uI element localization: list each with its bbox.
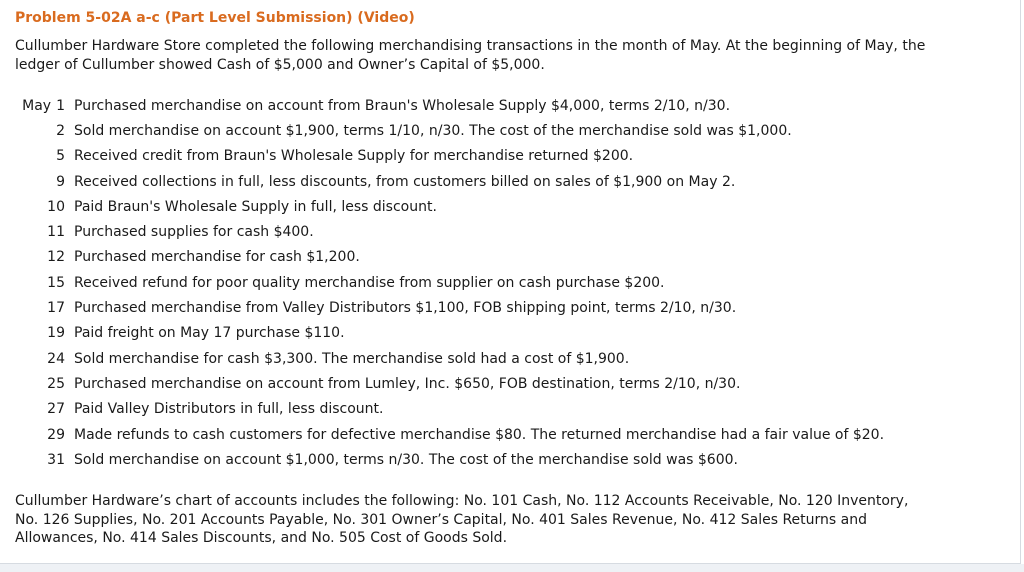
transaction-description: Purchased merchandise on account from Lumley, Inc. $650, FOB destination, terms 2/10, n/30. xyxy=(74,375,741,392)
transaction-description: Purchased supplies for cash $400. xyxy=(74,224,314,241)
transaction-description: Purchased merchandise from Valley Distributors $1,100, FOB shipping point, terms 2/10, n/30. xyxy=(74,300,737,317)
transaction-row xyxy=(15,295,1015,320)
transaction-description: Paid Braun's Wholesale Supply in full, less discount. xyxy=(74,198,437,215)
transaction-description: Paid Valley Distributors in full, less discount. xyxy=(74,401,384,418)
transaction-date xyxy=(15,452,65,468)
transaction-date xyxy=(15,427,65,443)
transaction-row xyxy=(15,245,1015,270)
transaction-row xyxy=(15,321,1015,346)
transaction-day: 9 xyxy=(56,173,65,190)
transaction-date xyxy=(15,123,65,139)
transaction-day: 31 xyxy=(47,451,65,468)
intro-line: ledger of Cullumber showed Cash of $5,000 and Owner’s Capital of $5,000. xyxy=(15,56,545,73)
transaction-day: 24 xyxy=(47,350,65,367)
transaction-date xyxy=(15,351,65,367)
transaction-day: 15 xyxy=(47,274,65,291)
transaction-description: Sold merchandise on account $1,000, terms n/30. The cost of the merchandise sold was $600. xyxy=(74,451,738,468)
transaction-row xyxy=(15,422,1015,447)
transaction-date xyxy=(15,325,65,341)
transaction-day: 19 xyxy=(47,325,65,342)
transaction-day: 29 xyxy=(47,426,65,443)
transaction-date xyxy=(15,148,65,164)
transaction-day: 12 xyxy=(47,249,65,266)
transaction-date xyxy=(15,249,65,265)
problem-intro xyxy=(15,37,1015,74)
transaction-day: 2 xyxy=(56,122,65,139)
transaction-date xyxy=(15,224,65,240)
transaction-date xyxy=(15,174,65,190)
transaction-row xyxy=(15,219,1015,244)
transaction-description: Sold merchandise on account $1,900, terms 1/10, n/30. The cost of the merchandise sold was $1,000. xyxy=(74,122,792,139)
transaction-day: 1 xyxy=(56,97,65,114)
transaction-date xyxy=(15,401,65,417)
transaction-day: 27 xyxy=(47,401,65,418)
transaction-day: 10 xyxy=(47,198,65,215)
problem-title: Problem 5-02A a-c (Part Level Submission) (Video) xyxy=(15,10,415,26)
transaction-description: Purchased merchandise on account from Braun's Wholesale Supply $4,000, terms 2/10, n/30. xyxy=(74,97,731,114)
transaction-date xyxy=(15,300,65,316)
accounts-line: No. 126 Supplies, No. 201 Accounts Payable, No. 301 Owner’s Capital, No. 401 Sales Revenue, No. 412 Sales Returns and xyxy=(15,511,867,528)
transaction-list xyxy=(15,93,1015,472)
transaction-day: 5 xyxy=(56,148,65,165)
transaction-row xyxy=(15,118,1015,143)
transaction-day: 17 xyxy=(47,300,65,317)
transaction-date xyxy=(15,275,65,291)
transaction-description: Received refund for poor quality merchandise from supplier on cash purchase $200. xyxy=(74,274,665,291)
transaction-row xyxy=(15,194,1015,219)
transaction-day: 11 xyxy=(47,224,65,241)
transaction-row xyxy=(15,169,1015,194)
transaction-description: Sold merchandise for cash $3,300. The merchandise sold had a cost of $1,900. xyxy=(74,350,630,367)
transaction-description: Received collections in full, less discounts, from customers billed on sales of $1,900 on May 2. xyxy=(74,173,736,190)
transaction-row xyxy=(15,371,1015,396)
transaction-date xyxy=(15,376,65,392)
transaction-description: Made refunds to cash customers for defective merchandise $80. The returned merchandise had a fair value of $20. xyxy=(74,426,885,443)
transaction-month: May xyxy=(22,97,52,114)
transaction-row xyxy=(15,144,1015,169)
transaction-day: 25 xyxy=(47,375,65,392)
transaction-row xyxy=(15,270,1015,295)
transaction-row xyxy=(15,93,1015,118)
accounts-line: Cullumber Hardware’s chart of accounts includes the following: No. 101 Cash, No. 112 Accounts Receivable, No. 120 Inventory, xyxy=(15,493,909,509)
transaction-date xyxy=(15,98,65,114)
chart-of-accounts xyxy=(15,492,1015,548)
bottom-band xyxy=(0,564,1024,572)
intro-line: Cullumber Hardware Store completed the following merchandising transactions in the month of May. At the beginning of May, the xyxy=(15,38,926,54)
transaction-description: Received credit from Braun's Wholesale Supply for merchandise returned $200. xyxy=(74,148,634,165)
accounts-line: Allowances, No. 414 Sales Discounts, and No. 505 Cost of Goods Sold. xyxy=(15,530,508,546)
transaction-row xyxy=(15,346,1015,371)
transaction-row xyxy=(15,397,1015,422)
transaction-row xyxy=(15,447,1015,472)
transaction-description: Purchased merchandise for cash $1,200. xyxy=(74,249,360,266)
transaction-date xyxy=(15,199,65,215)
transaction-description: Paid freight on May 17 purchase $110. xyxy=(74,325,345,342)
